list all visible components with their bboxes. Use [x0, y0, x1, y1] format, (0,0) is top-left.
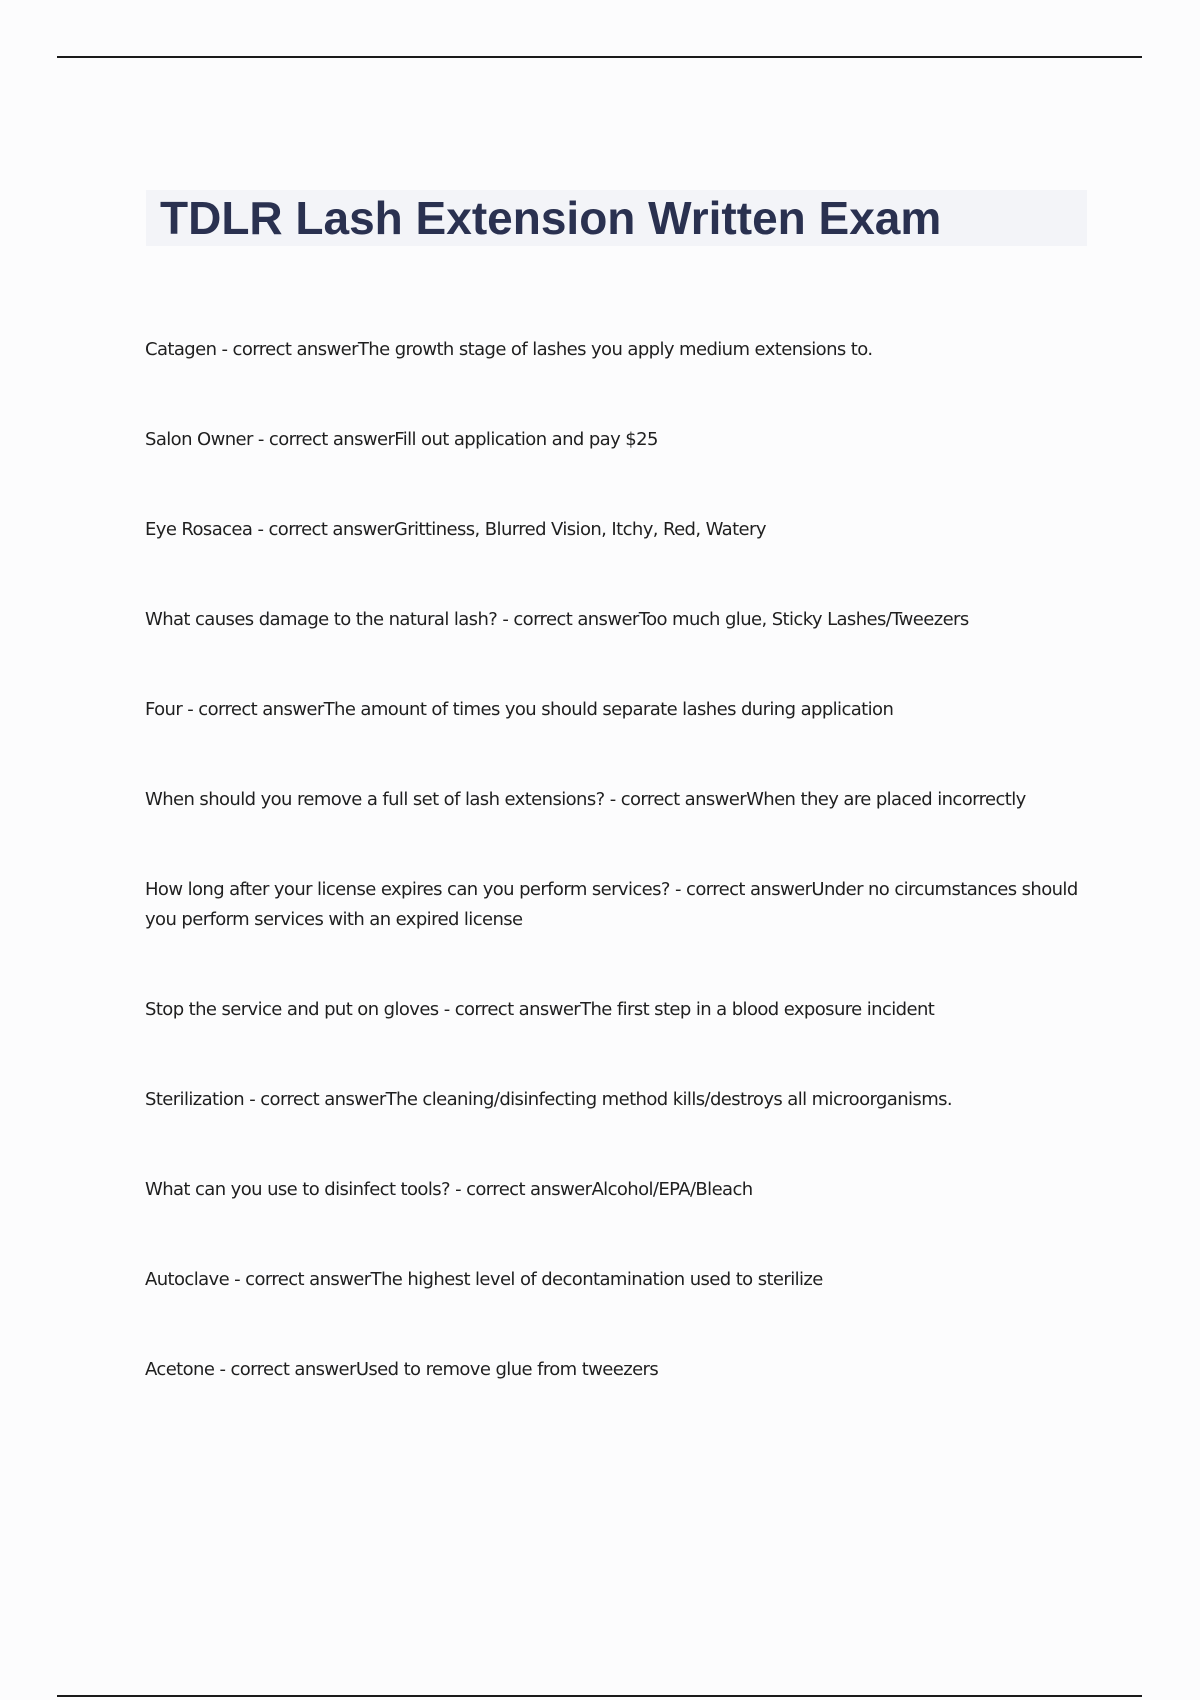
qa-item-blood-exposure: Stop the service and put on gloves - correct answerThe first step in a blood exposure incident	[145, 999, 935, 1020]
question-answer-list	[145, 335, 1095, 1445]
title-band	[146, 190, 1087, 246]
qa-item-four: Four - correct answerThe amount of times you should separate lashes during application	[145, 699, 894, 720]
qa-item-salon-owner: Salon Owner - correct answerFill out application and pay $25	[145, 429, 658, 450]
qa-item-eye-rosacea: Eye Rosacea - correct answerGrittiness, Blurred Vision, Itchy, Red, Watery	[145, 519, 766, 540]
bottom-rule	[57, 1695, 1142, 1697]
qa-item-sterilization: Sterilization - correct answerThe cleaning/disinfecting method kills/destroys all microorganisms.	[145, 1089, 953, 1110]
qa-item-expired-license: How long after your license expires can you perform services? - correct answerUnder no circumstances should you perform services with an expired license	[145, 879, 1078, 930]
qa-item-acetone: Acetone - correct answerUsed to remove glue from tweezers	[145, 1359, 659, 1380]
qa-item-autoclave: Autoclave - correct answerThe highest level of decontamination used to sterilize	[145, 1269, 823, 1290]
qa-item-catagen: Catagen - correct answerThe growth stage of lashes you apply medium extensions to.	[145, 339, 873, 360]
top-rule	[57, 56, 1142, 58]
qa-item-remove-full-set: When should you remove a full set of lash extensions? - correct answerWhen they are placed incorrectly	[145, 789, 1026, 810]
document-title: TDLR Lash Extension Written Exam	[160, 192, 942, 244]
qa-item-disinfect-tools: What can you use to disinfect tools? - correct answerAlcohol/EPA/Bleach	[145, 1179, 753, 1200]
qa-item-natural-lash-damage: What causes damage to the natural lash? - correct answerToo much glue, Sticky Lashes/Tweezers	[145, 609, 969, 630]
